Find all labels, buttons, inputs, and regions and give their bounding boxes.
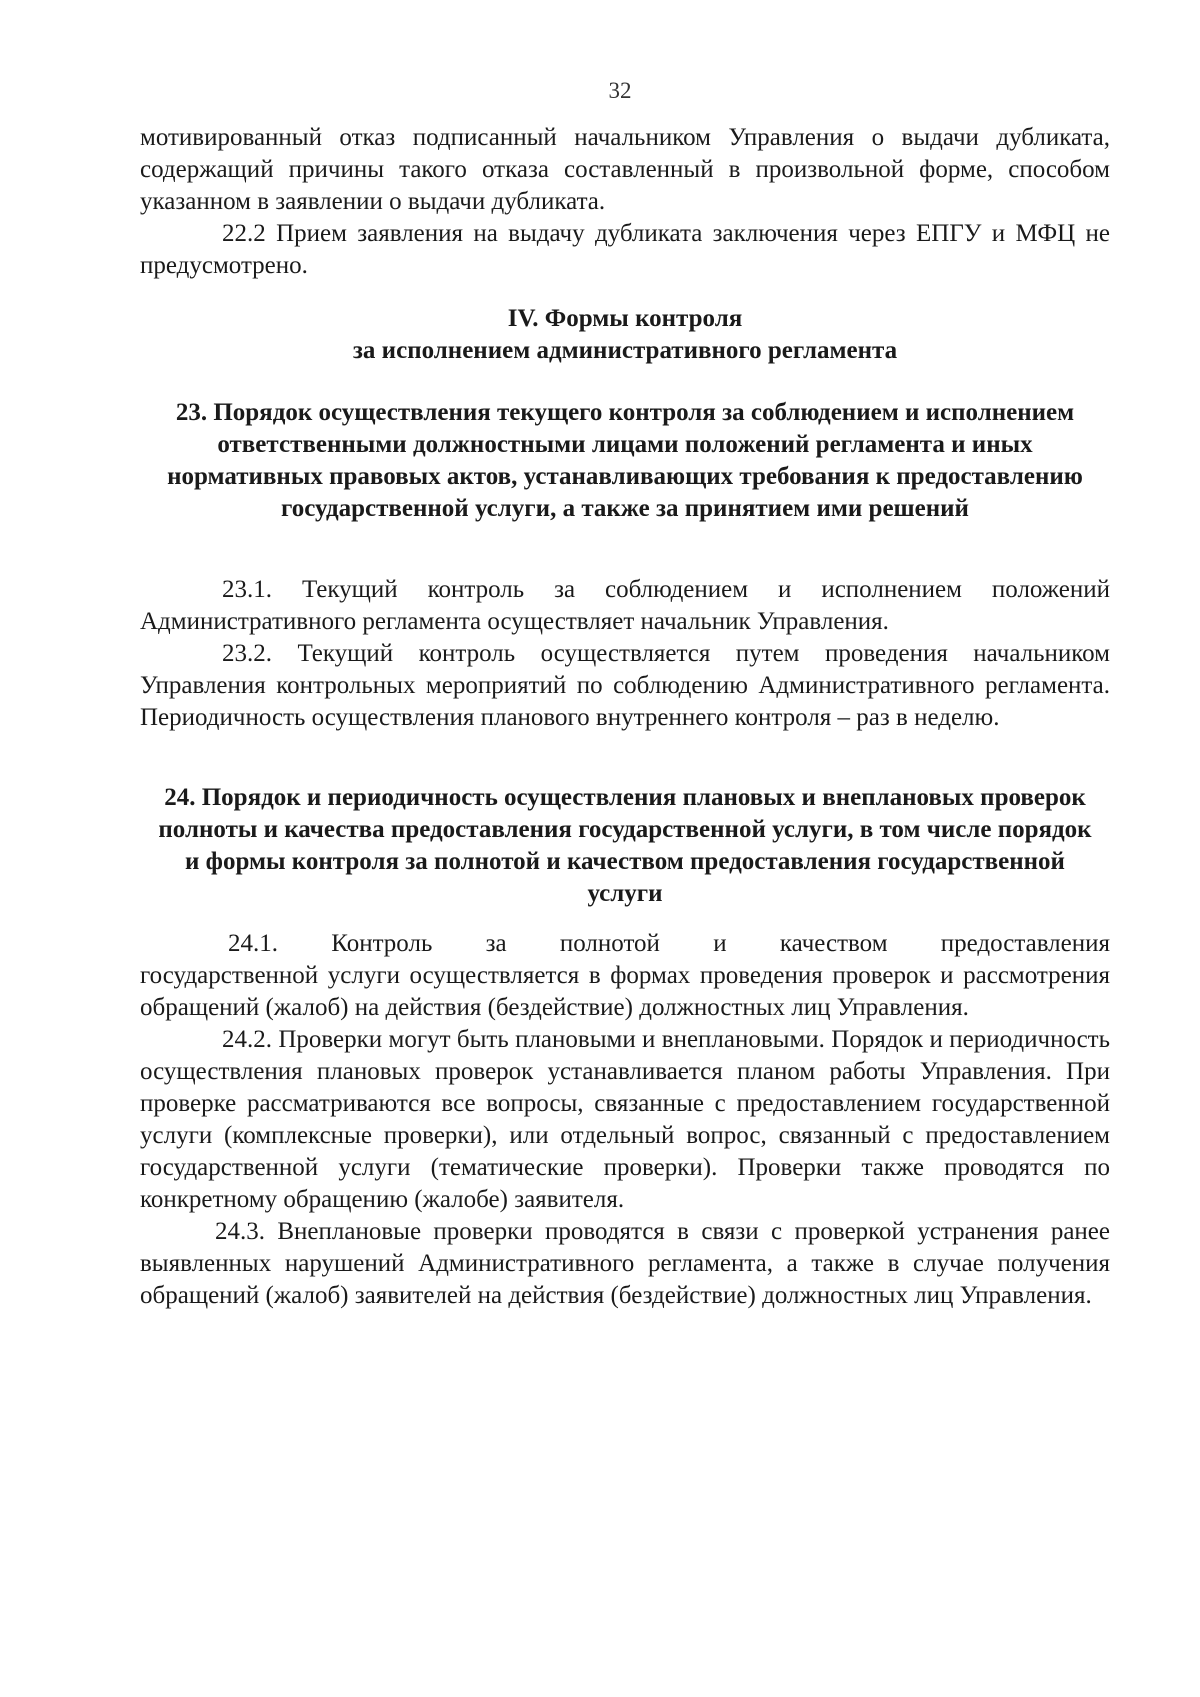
section-23-text xyxy=(140,574,1110,734)
section-iv-line2: за исполнением административного регламента xyxy=(352,337,898,364)
paragraph-23-1: 23.1. Текущий контроль за соблюдением и исполнением положений Административного регламента осуществляет начальник Управления. xyxy=(140,576,1110,635)
paragraph-24-1-first-line xyxy=(140,928,1110,960)
word: и xyxy=(713,930,727,957)
paragraph-24-2: 24.2. Проверки могут быть плановыми и внеплановыми. Порядок и периодичность осуществления плановых проверок устанавливается планом работы Управления. При проверке рассматриваются все вопросы, связанные с предоставлением государственной услуги (комплексные проверки), или отдельный вопрос, связанный с предоставлением государственной услуги (тематические проверки). Проверки также проводятся по конкретному обращению (жалобе) заявителя. xyxy=(140,1026,1110,1213)
page-number: 32 xyxy=(608,78,632,103)
section-24-heading: 24. Порядок и периодичность осуществления плановых и внеплановых проверок полноты и качества предоставления государственной услуги, в том числе порядок и формы контроля за полнотой и качеством предоставления государственной услуги xyxy=(158,784,1092,907)
section-23-heading: 23. Порядок осуществления текущего контроля за соблюдением и исполнением ответственными должностными лицами положений регламента и иных нормативных правовых актов, устанавливающих требования к предоставлению государственной услуги, а также за принятием ими решений xyxy=(167,399,1083,522)
section-iv-heading xyxy=(140,303,1110,367)
word: полнотой xyxy=(559,930,660,957)
section-24-text xyxy=(140,928,1110,1312)
word: Контроль xyxy=(331,930,433,957)
word: 24.1. xyxy=(228,930,278,957)
word: за xyxy=(485,930,507,957)
word: качеством xyxy=(779,930,888,957)
paragraph-24-1-rest: государственной услуги осуществляется в формах проведения проверок и рассмотрения обращений (жалоб) на действия (бездействие) должностных лиц Управления. xyxy=(140,962,1110,1021)
section-24-heading-block xyxy=(150,782,1100,910)
paragraph-23-2: 23.2. Текущий контроль осуществляется путем проведения начальником Управления контрольных мероприятий по соблюдению Административного регламента. Периодичность осуществления планового внутреннего контроля – раз в неделю. xyxy=(140,640,1110,731)
section-iv-line1: IV. Формы контроля xyxy=(507,305,743,332)
section-23-heading-block xyxy=(160,397,1090,525)
word: предоставления xyxy=(940,930,1110,957)
paragraph-22-2: 22.2 Прием заявления на выдачу дубликата заключения через ЕПГУ и МФЦ не предусмотрено. xyxy=(140,220,1110,279)
paragraph-refusal: мотивированный отказ подписанный начальником Управления о выдачи дубликата, содержащий причины такого отказа составленный в произвольной форме, способом указанном в заявлении о выдачи дубликата. xyxy=(140,124,1110,215)
top-text-block xyxy=(140,122,1110,282)
paragraph-24-3: 24.3. Внеплановые проверки проводятся в связи с проверкой устранения ранее выявленных нарушений Административного регламента, а также в случае получения обращений (жалоб) заявителей на действия (бездействие) должностных лиц Управления. xyxy=(140,1218,1110,1309)
